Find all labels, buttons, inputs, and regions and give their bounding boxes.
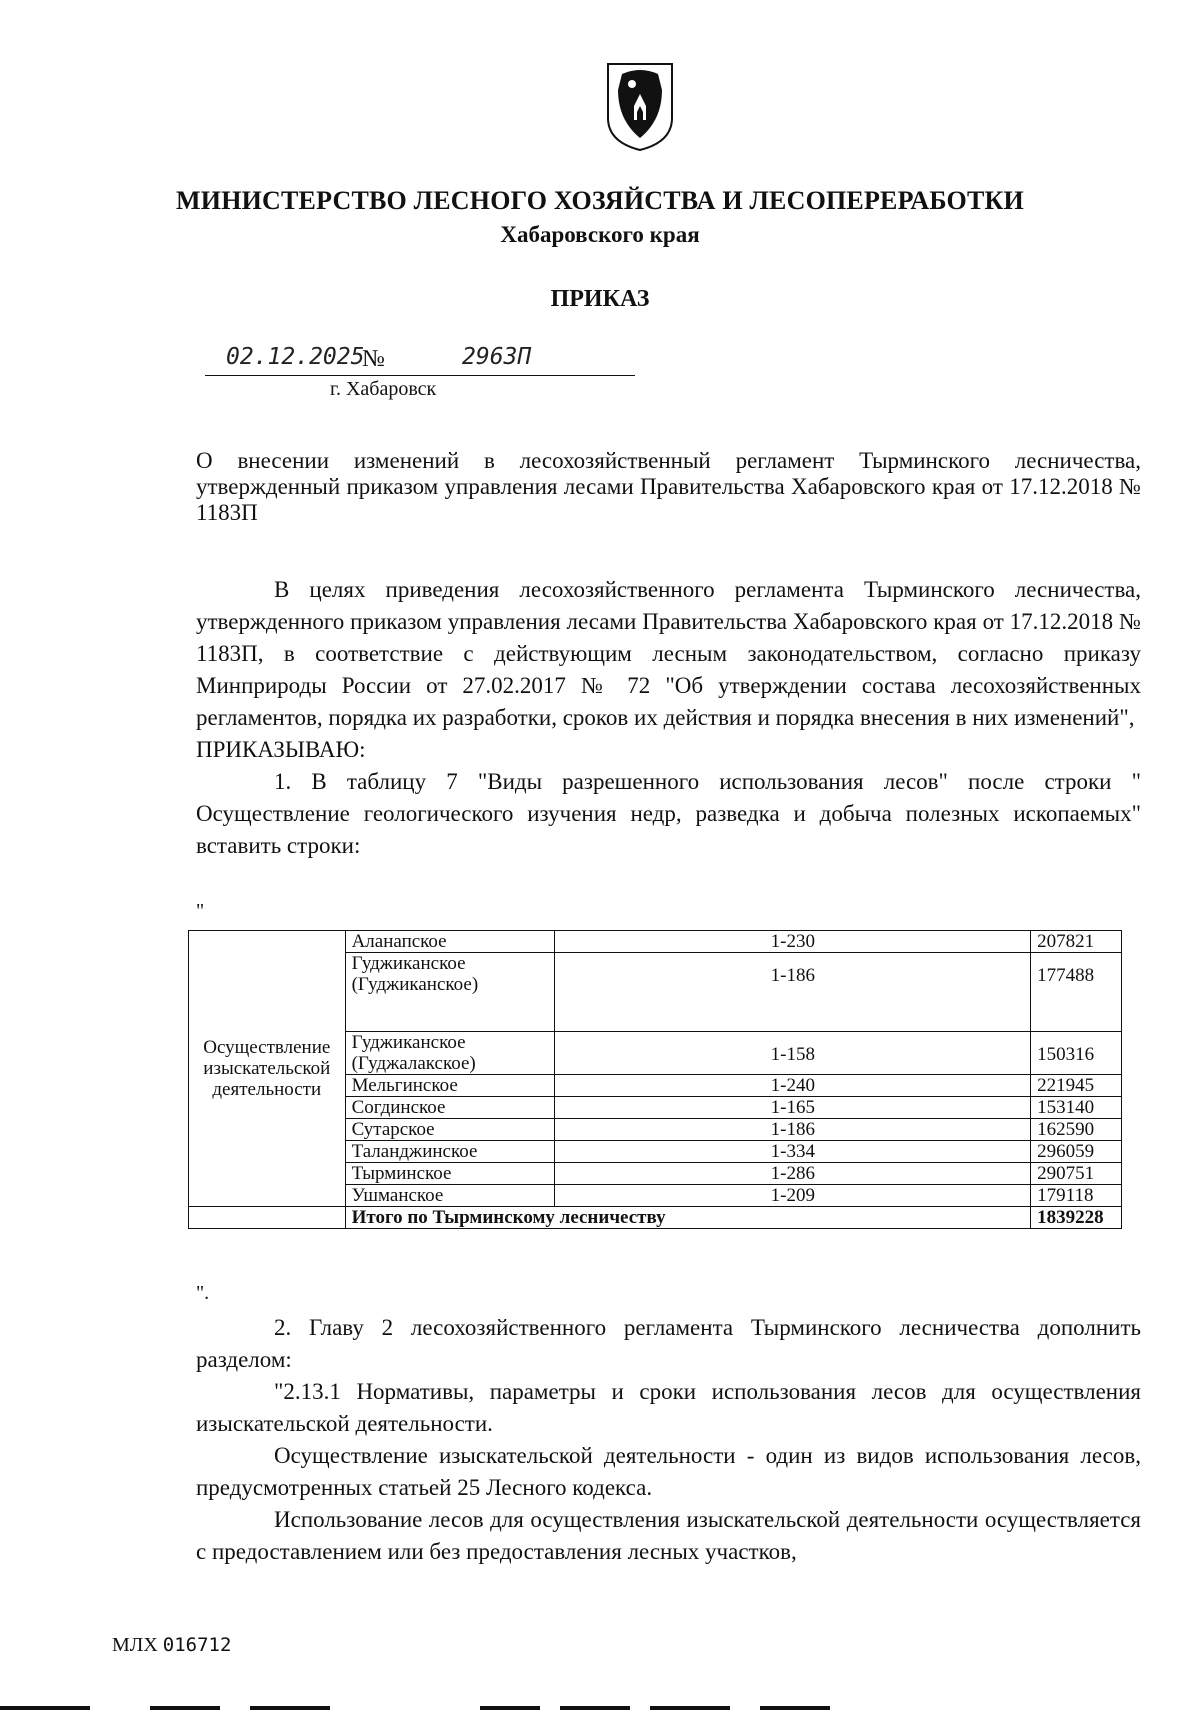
order-subject: О внесении изменений в лесохозяйственный регламент Тырминского лесничества, утвержденный приказом управления лесами Правительства Хабаровского края от 17.12.2018 № 1183П: [196, 448, 1141, 525]
area-cell: 296059: [1031, 1141, 1122, 1163]
order-date: 02.12.2025: [226, 344, 365, 370]
forestry-cell: Ушманское: [345, 1185, 555, 1207]
area-cell: 153140: [1031, 1097, 1122, 1119]
quarters-cell: 1-209: [555, 1185, 1031, 1207]
area-cell: 162590: [1031, 1119, 1122, 1141]
form-serial: [112, 1634, 231, 1657]
order-word: ПРИКАЗЫВАЮ:: [196, 737, 366, 762]
quarters-cell: 1-230: [555, 931, 1031, 953]
quarters-cell: 1-165: [555, 1097, 1031, 1119]
preamble-paragraph: [196, 574, 1141, 862]
activity-cell: Осуществление изыскательской деятельности: [189, 931, 346, 1207]
forestry-cell: Мельгинское: [345, 1075, 555, 1097]
forestry-cell: Согдинское: [345, 1097, 555, 1119]
table-quote-close: ".: [196, 1282, 210, 1304]
area-cell: 177488: [1031, 953, 1122, 1032]
bottom-line-segment: [760, 1706, 830, 1710]
number-sign: №: [362, 346, 385, 372]
document-type: ПРИКАЗ: [550, 286, 650, 312]
area-cell: 207821: [1031, 931, 1122, 953]
area-cell: 179118: [1031, 1185, 1122, 1207]
ministry-title: МИНИСТЕРСТВО ЛЕСНОГО ХОЗЯЙСТВА И ЛЕСОПЕРЕРАБОТКИ: [176, 186, 1024, 215]
quarters-cell: 1-186: [555, 953, 1031, 1032]
forest-use-table: [188, 930, 1122, 1229]
bottom-line-segment: [560, 1706, 630, 1710]
coat-of-arms-emblem: [604, 60, 676, 152]
empty-cell: [189, 1207, 346, 1229]
quarters-cell: 1-158: [555, 1032, 1031, 1075]
item2-subsection-text: "2.13.1 Нормативы, параметры и сроки использования лесов для осуществления изыскательской деятельности.: [196, 1379, 1141, 1436]
item2-paragraph-2: [196, 1440, 1141, 1504]
item2-text: 2. Главу 2 лесохозяйственного регламента Тырминского лесничества дополнить разделом:: [196, 1315, 1141, 1372]
city: г. Хабаровск: [330, 378, 437, 400]
region-title: Хабаровского края: [500, 222, 700, 247]
item2-subsection-paragraph: [196, 1376, 1141, 1440]
total-label: Итого по Тырминскому лесничеству: [345, 1207, 1031, 1229]
table-total-row: [189, 1207, 1122, 1229]
forestry-cell: Гуджиканское (Гуджалакское): [345, 1032, 555, 1075]
form-series: МЛХ: [112, 1634, 158, 1656]
table-quote-open: ": [196, 900, 205, 922]
bottom-line-segment: [650, 1706, 730, 1710]
quarters-cell: 1-186: [555, 1119, 1031, 1141]
forestry-cell: Тырминское: [345, 1163, 555, 1185]
bottom-line-segment: [480, 1706, 540, 1710]
bottom-line-segment: [0, 1706, 90, 1710]
table-row: [189, 931, 1122, 953]
area-cell: 290751: [1031, 1163, 1122, 1185]
preamble-text: В целях приведения лесохозяйственного регламента Тырминского лесничества, утвержденного приказом управления лесами Правительства Хабаровского края от 17.12.2018 № 1183П, в соответствие с действующим лесным законодательством, согласно приказу Минприроды России от 27.02.2017 № 72 "Об утверждении состава лесохозяйственных регламентов, порядка их разработки, сроков их действия и порядка внесения в них изменений",: [196, 577, 1141, 730]
bottom-line-segment: [150, 1706, 220, 1710]
item2-paragraph: [196, 1312, 1141, 1376]
item1-text: 1. В таблицу 7 "Виды разрешенного использования лесов" после строки " Осуществление геологического изучения недр, разведка и добыча полезных ископаемых" вставить строки:: [196, 769, 1141, 858]
order-number: 2963П: [462, 344, 532, 370]
total-area: 1839228: [1031, 1207, 1122, 1229]
forestry-cell: Аланапское: [345, 931, 555, 953]
forestry-cell: Сутарское: [345, 1119, 555, 1141]
form-serial-number: 016712: [162, 1634, 232, 1656]
quarters-cell: 1-286: [555, 1163, 1031, 1185]
item2-paragraph-3-text: Использование лесов для осуществления изыскательской деятельности осуществляется с предоставлением или без предоставления лесных участков,: [196, 1507, 1141, 1564]
forestry-cell: Таланджинское: [345, 1141, 555, 1163]
forestry-cell: Гуджиканское (Гуджиканское): [345, 953, 555, 1032]
item2-paragraph-3: [196, 1504, 1141, 1568]
date-number-underline: [205, 375, 635, 376]
bottom-line-segment: [250, 1706, 330, 1710]
quarters-cell: 1-334: [555, 1141, 1031, 1163]
quarters-cell: 1-240: [555, 1075, 1031, 1097]
item2-paragraph-2-text: Осуществление изыскательской деятельности - один из видов использования лесов, предусмотренных статьей 25 Лесного кодекса.: [196, 1443, 1141, 1500]
area-cell: 150316: [1031, 1032, 1122, 1075]
area-cell: 221945: [1031, 1075, 1122, 1097]
